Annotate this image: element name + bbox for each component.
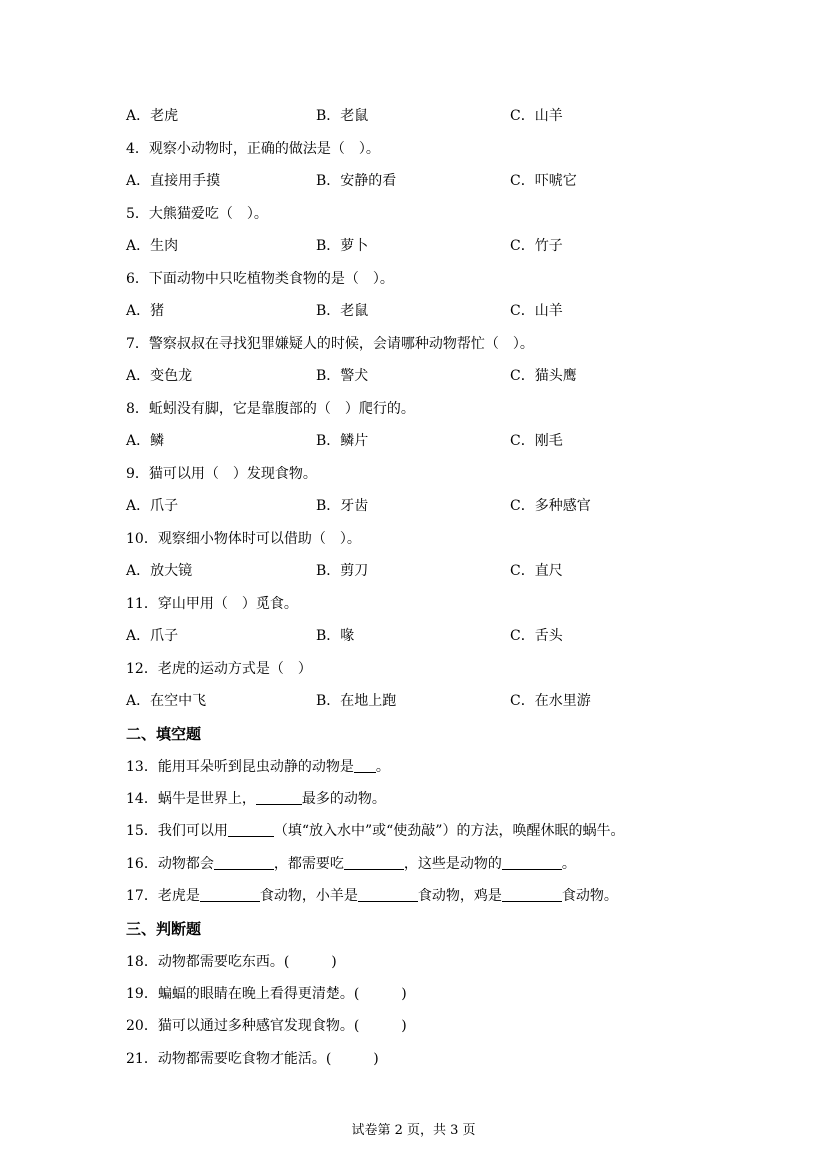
question-19: 19．蝙蝠的眼睛在晚上看得更清楚。( ) [126, 986, 407, 1002]
question-text: 食动物，鸡是 [417, 888, 502, 904]
option-a: A．老虎 [126, 108, 179, 124]
answer-blank[interactable] [344, 855, 404, 870]
option-b: B．警犬 [316, 368, 369, 384]
question-14 [126, 790, 386, 808]
question-text: 17．老虎是 [126, 888, 200, 904]
option-a: A．生肉 [126, 238, 179, 254]
answer-blank[interactable] [354, 758, 376, 773]
question-text: ，都需要吃 [273, 856, 344, 872]
question-stem: 6．下面动物中只吃植物类食物的是（ ）。 [126, 271, 394, 287]
question-18: 18．动物都需要吃东西。( ) [126, 954, 337, 970]
question-text: 14．蜗牛是世界上， [126, 791, 256, 807]
answer-blank[interactable] [228, 822, 274, 837]
option-c: C．在水里游 [510, 693, 591, 709]
question-stem: 5．大熊猫爱吃（ ）。 [126, 206, 268, 222]
option-c: C．竹子 [510, 238, 563, 254]
question-13 [126, 758, 390, 776]
answer-blank[interactable] [214, 855, 274, 870]
question-text: （填“放入水中”或“使劲敲”）的方法，唤醒休眠的蜗牛。 [273, 823, 625, 839]
option-b: B．安静的看 [316, 173, 397, 189]
option-b: B．萝卜 [316, 238, 369, 254]
option-a: A．爪子 [126, 628, 179, 644]
question-text: 。 [561, 856, 576, 872]
section-heading-fill-in: 二、填空题 [126, 725, 202, 743]
answer-blank[interactable] [200, 887, 260, 902]
question-16 [126, 855, 576, 873]
question-stem: 8．蚯蚓没有脚，它是靠腹部的（ ）爬行的。 [126, 401, 415, 417]
page-footer: 试卷第 2 页，共 3 页 [351, 1123, 476, 1138]
option-b: B．剪刀 [316, 563, 369, 579]
answer-blank[interactable] [502, 887, 562, 902]
question-20: 20．猫可以通过多种感官发现食物。( ) [126, 1018, 407, 1034]
option-a: A．放大镜 [126, 563, 193, 579]
section-heading-true-false: 三、判断题 [126, 920, 202, 938]
option-b: B．牙齿 [316, 498, 369, 514]
option-c: C．山羊 [510, 108, 563, 124]
option-a: A．在空中飞 [126, 693, 207, 709]
question-text: 。 [375, 759, 390, 775]
option-c: C．山羊 [510, 303, 563, 319]
question-15 [126, 822, 624, 840]
option-b: B．鳞片 [316, 433, 369, 449]
option-a: A．爪子 [126, 498, 179, 514]
option-b: B．老鼠 [316, 108, 369, 124]
answer-blank[interactable] [358, 887, 418, 902]
answer-blank[interactable] [502, 855, 562, 870]
question-17 [126, 887, 618, 905]
question-text: 食动物。 [561, 888, 618, 904]
option-a: A．鳞 [126, 433, 165, 449]
option-b: B．在地上跑 [316, 693, 397, 709]
option-b: B．老鼠 [316, 303, 369, 319]
question-stem: 9．猫可以用（ ）发现食物。 [126, 466, 317, 482]
option-b: B．喙 [316, 628, 355, 644]
question-text: 食动物，小羊是 [259, 888, 358, 904]
answer-blank[interactable] [256, 790, 302, 805]
option-c: C．吓唬它 [510, 173, 577, 189]
question-text: 最多的动物。 [301, 791, 386, 807]
question-text: 16．动物都会 [126, 856, 214, 872]
option-a: A．直接用手摸 [126, 173, 221, 189]
question-text: ，这些是动物的 [403, 856, 502, 872]
option-c: C．直尺 [510, 563, 563, 579]
question-stem: 7．警察叔叔在寻找犯罪嫌疑人的时候，会请哪种动物帮忙（ ）。 [126, 336, 534, 352]
option-a: A．变色龙 [126, 368, 193, 384]
question-text: 13．能用耳朵听到昆虫动静的动物是 [126, 759, 354, 775]
option-c: C．刚毛 [510, 433, 563, 449]
question-21: 21．动物都需要吃食物才能活。( ) [126, 1051, 379, 1067]
option-c: C．猫头鹰 [510, 368, 577, 384]
option-c: C．舌头 [510, 628, 563, 644]
question-stem: 10．观察细小物体时可以借助（ ）。 [126, 531, 361, 547]
question-stem: 4．观察小动物时，正确的做法是（ ）。 [126, 141, 380, 157]
question-text: 15．我们可以用 [126, 823, 228, 839]
question-stem: 12．老虎的运动方式是（ ） [126, 661, 312, 677]
option-a: A．猪 [126, 303, 165, 319]
question-stem: 11．穿山甲用（ ）觅食。 [126, 596, 298, 612]
option-c: C．多种感官 [510, 498, 591, 514]
